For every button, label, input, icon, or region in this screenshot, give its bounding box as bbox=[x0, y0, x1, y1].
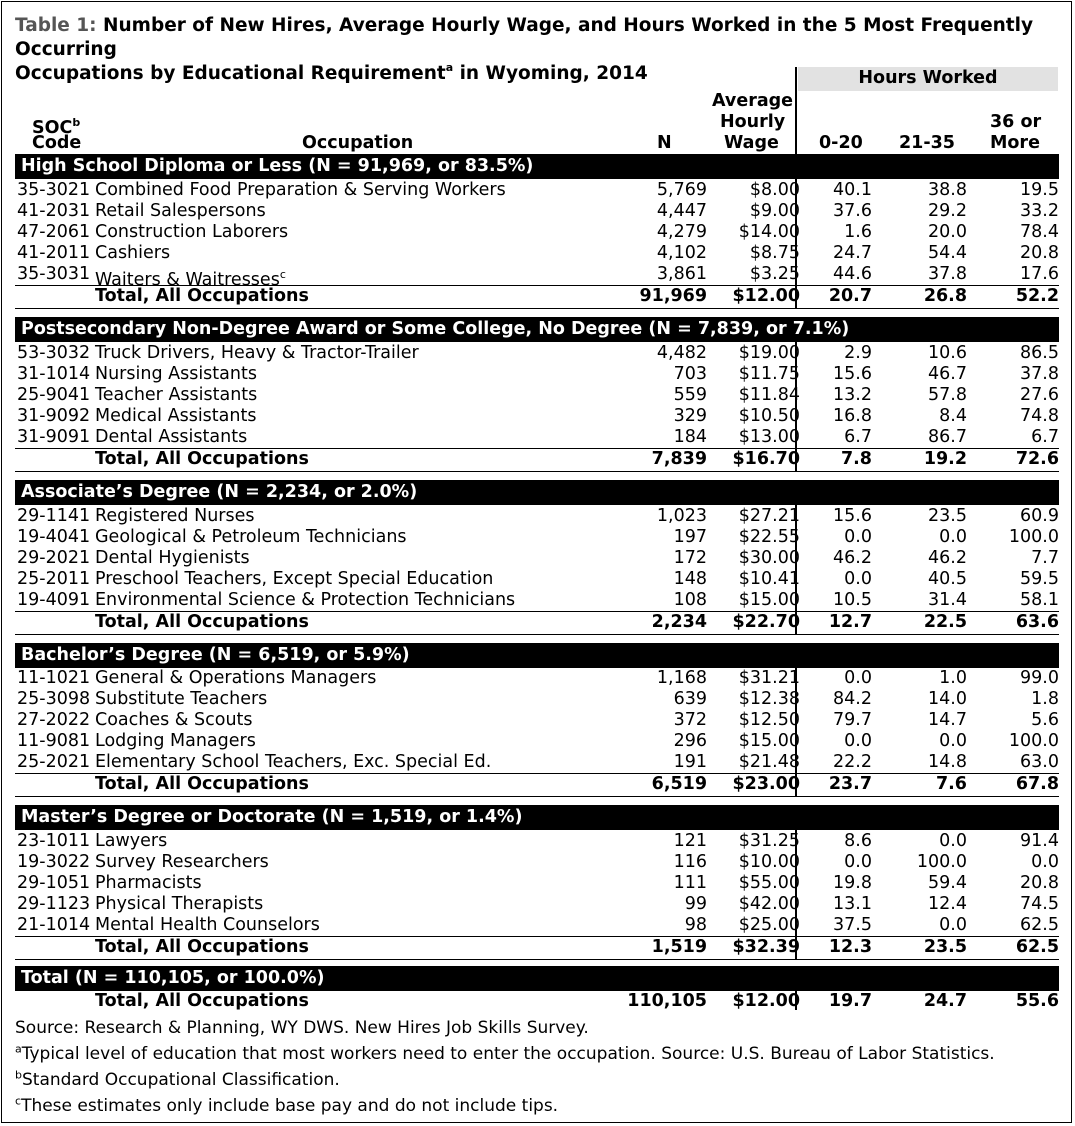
wage-value: $16.70 bbox=[732, 449, 800, 469]
table-row bbox=[15, 243, 1059, 264]
n-value: 98 bbox=[684, 915, 707, 935]
footnote-b-marker: b bbox=[72, 116, 81, 129]
n-value: 197 bbox=[673, 527, 707, 547]
wage-value: $10.41 bbox=[738, 569, 800, 589]
occupation-text: Waiters & Waitresses bbox=[95, 269, 280, 290]
hours-0-20-value: 20.7 bbox=[828, 286, 872, 306]
occupation: Combined Food Preparation & Serving Workers bbox=[95, 180, 506, 200]
table-title-line2b: in Wyoming, 2014 bbox=[459, 63, 648, 84]
table-row bbox=[15, 343, 1059, 364]
hours-36-more-value: 74.8 bbox=[1020, 406, 1059, 426]
hours-21-35-value: 14.0 bbox=[928, 689, 967, 709]
wage-value: $19.00 bbox=[738, 343, 800, 363]
hours-0-20-value: 19.8 bbox=[833, 873, 872, 893]
section-bar bbox=[15, 154, 1059, 179]
table-row bbox=[15, 569, 1059, 590]
occupation: Retail Salespersons bbox=[95, 201, 266, 221]
section-title: Bachelor’s Degree (N = 6,519, or 5.9%) bbox=[21, 645, 410, 665]
soc-code: 31-9092 bbox=[17, 406, 91, 426]
soc-header-label: SOC bbox=[32, 117, 73, 138]
occupation: Mental Health Counselors bbox=[95, 915, 320, 935]
soc-code: 31-1014 bbox=[17, 364, 91, 384]
hours-36-more-value: 7.7 bbox=[1031, 548, 1059, 568]
hours-21-35-value: 8.4 bbox=[939, 406, 967, 426]
hours-0-20-value: 44.6 bbox=[833, 264, 872, 284]
hours-21-35-value: 1.0 bbox=[939, 668, 967, 688]
hours-21-35-value: 19.2 bbox=[923, 449, 967, 469]
occupation: Nursing Assistants bbox=[95, 364, 257, 384]
n-value: 703 bbox=[673, 364, 707, 384]
table-row bbox=[15, 915, 1059, 936]
section-title: High School Diploma or Less (N = 91,969, or 83.5%) bbox=[21, 156, 534, 176]
section-rule bbox=[15, 471, 1059, 472]
n-header: N bbox=[657, 133, 672, 153]
occupation: Coaches & Scouts bbox=[95, 710, 253, 730]
hours-36-more-value: 62.5 bbox=[1015, 937, 1059, 957]
footnote-c bbox=[15, 1093, 1055, 1119]
n-value: 1,023 bbox=[656, 506, 707, 526]
soc-code: 31-9091 bbox=[17, 427, 91, 447]
table-title-lead: Table 1: bbox=[15, 15, 97, 36]
wage-value: $42.00 bbox=[738, 894, 800, 914]
hours-0-20-value: 23.7 bbox=[828, 774, 872, 794]
wage-value: $15.00 bbox=[738, 731, 800, 751]
hours-36-more-value: 19.5 bbox=[1020, 180, 1059, 200]
hours-21-35-value: 100.0 bbox=[916, 852, 967, 872]
occupation: Truck Drivers, Heavy & Tractor-Trailer bbox=[95, 343, 419, 363]
hours-36-more-value: 58.1 bbox=[1020, 590, 1059, 610]
hours-0-20-value: 1.6 bbox=[844, 222, 872, 242]
hours-36-more-header-line2: More bbox=[990, 133, 1040, 153]
table-row bbox=[15, 406, 1059, 427]
table-row bbox=[15, 548, 1059, 569]
hours-21-35-value: 29.2 bbox=[928, 201, 967, 221]
hours-21-35-value: 0.0 bbox=[939, 731, 967, 751]
soc-code: 25-2011 bbox=[17, 569, 91, 589]
table-row bbox=[15, 668, 1059, 689]
wage-value: $21.48 bbox=[738, 752, 800, 772]
section-title: Postsecondary Non-Degree Award or Some College, No Degree (N = 7,839, or 7.1%) bbox=[21, 319, 850, 339]
n-value: 3,861 bbox=[656, 264, 707, 284]
hours-36-more-value: 67.8 bbox=[1015, 774, 1059, 794]
hours-21-35-value: 31.4 bbox=[928, 590, 967, 610]
hours-21-35-value: 40.5 bbox=[928, 569, 967, 589]
wage-value: $22.55 bbox=[738, 527, 800, 547]
soc-code: 25-9041 bbox=[17, 385, 91, 405]
table-row bbox=[15, 385, 1059, 406]
hours-36-more-value: 74.5 bbox=[1020, 894, 1059, 914]
hours-36-more-value: 27.6 bbox=[1020, 385, 1059, 405]
n-value: 108 bbox=[673, 590, 707, 610]
soc-code: 25-3098 bbox=[17, 689, 91, 709]
n-value: 148 bbox=[673, 569, 707, 589]
occupation: Preschool Teachers, Except Special Education bbox=[95, 569, 494, 589]
table-row bbox=[15, 689, 1059, 710]
footnote-b-text: Standard Occupational Classification. bbox=[21, 1070, 340, 1090]
hours-worked-header: Hours Worked bbox=[858, 68, 998, 88]
section-bar bbox=[15, 805, 1059, 830]
table-row bbox=[15, 427, 1059, 448]
section-bar bbox=[15, 317, 1059, 342]
hours-21-35-value: 10.6 bbox=[928, 343, 967, 363]
occupation-header: Occupation bbox=[302, 133, 414, 153]
wage-value: $27.21 bbox=[738, 506, 800, 526]
hours-0-20-value: 46.2 bbox=[833, 548, 872, 568]
occupation: Medical Assistants bbox=[95, 406, 257, 426]
wage-value: $12.50 bbox=[738, 710, 800, 730]
table-row bbox=[15, 831, 1059, 852]
total-row bbox=[15, 936, 1059, 958]
occupation: Registered Nurses bbox=[95, 506, 255, 526]
wage-header-line2: Hourly bbox=[720, 112, 786, 132]
table-row bbox=[15, 222, 1059, 243]
n-value: 111 bbox=[673, 873, 707, 893]
grand-total-row bbox=[15, 991, 1059, 1012]
hours-36-more-value: 100.0 bbox=[1008, 731, 1059, 751]
hours-36-more-value: 6.7 bbox=[1031, 427, 1059, 447]
hours-0-20-value: 10.5 bbox=[833, 590, 872, 610]
hours-21-35-value: 26.8 bbox=[923, 286, 967, 306]
hours-21-35-value: 20.0 bbox=[928, 222, 967, 242]
hours-36-more-value: 0.0 bbox=[1031, 852, 1059, 872]
soc-code: 35-3031 bbox=[17, 264, 91, 284]
wage-value: $31.25 bbox=[738, 831, 800, 851]
section-bar bbox=[15, 643, 1059, 668]
hours-0-20-value: 6.7 bbox=[844, 427, 872, 447]
soc-code: 19-4041 bbox=[17, 527, 91, 547]
soc-code: 25-2021 bbox=[17, 752, 91, 772]
footnote-a-text: Typical level of education that most workers need to enter the occupation. Source: U.S. Bureau of Labor Statistics. bbox=[21, 1044, 995, 1064]
occupation: Cashiers bbox=[95, 243, 171, 263]
hours-36-more-value: 33.2 bbox=[1020, 201, 1059, 221]
table-row bbox=[15, 852, 1059, 873]
hours-36-more-value: 62.5 bbox=[1020, 915, 1059, 935]
hours-21-35-value: 0.0 bbox=[939, 527, 967, 547]
hours-36-more-value: 78.4 bbox=[1020, 222, 1059, 242]
hours-36-more-value: 59.5 bbox=[1020, 569, 1059, 589]
hours-36-more-value: 100.0 bbox=[1008, 527, 1059, 547]
table-row bbox=[15, 527, 1059, 548]
total-row bbox=[15, 773, 1059, 795]
footnote-c-mark: c bbox=[15, 1094, 22, 1108]
n-value: 91,969 bbox=[639, 286, 707, 306]
soc-code: 29-1141 bbox=[17, 506, 91, 526]
wage-value: $11.84 bbox=[738, 385, 800, 405]
section-title: Associate’s Degree (N = 2,234, or 2.0%) bbox=[21, 482, 418, 502]
hours-21-35-value: 38.8 bbox=[928, 180, 967, 200]
hours-21-35-value: 23.5 bbox=[923, 937, 967, 957]
hours-0-20-value: 0.0 bbox=[844, 569, 872, 589]
hours-0-20-value: 16.8 bbox=[833, 406, 872, 426]
footnote-b-mark: b bbox=[15, 1068, 22, 1082]
section-rule bbox=[15, 308, 1059, 309]
hours-36-more-value: 63.6 bbox=[1015, 612, 1059, 632]
total-row bbox=[15, 285, 1059, 307]
total-label: Total, All Occupations bbox=[95, 612, 309, 632]
hours-36-more-value: 86.5 bbox=[1020, 343, 1059, 363]
n-value: 99 bbox=[684, 894, 707, 914]
occupation: Environmental Science & Protection Technicians bbox=[95, 590, 516, 610]
hours-36-more-value: 52.2 bbox=[1015, 286, 1059, 306]
total-label: Total, All Occupations bbox=[95, 937, 309, 957]
n-value: 121 bbox=[673, 831, 707, 851]
n-value: 110,105 bbox=[627, 991, 707, 1011]
table-row bbox=[15, 894, 1059, 915]
occupation: Dental Hygienists bbox=[95, 548, 250, 568]
grand-total-bar bbox=[15, 966, 1059, 991]
soc-code: 19-4091 bbox=[17, 590, 91, 610]
total-label: Total, All Occupations bbox=[95, 449, 309, 469]
soc-code: 11-9081 bbox=[17, 731, 91, 751]
n-value: 639 bbox=[673, 689, 707, 709]
n-value: 559 bbox=[673, 385, 707, 405]
wage-value: $30.00 bbox=[738, 548, 800, 568]
table-row bbox=[15, 201, 1059, 222]
section-rule bbox=[15, 959, 1059, 960]
table-row bbox=[15, 731, 1059, 752]
hours-36-more-value: 37.8 bbox=[1020, 364, 1059, 384]
hours-0-20-value: 0.0 bbox=[844, 852, 872, 872]
occupation: Elementary School Teachers, Exc. Special Ed. bbox=[95, 752, 492, 772]
n-value: 4,447 bbox=[656, 201, 707, 221]
hours-21-35-value: 14.7 bbox=[928, 710, 967, 730]
grand-total-title: Total (N = 110,105, or 100.0%) bbox=[21, 968, 325, 988]
hours-0-20-value: 37.6 bbox=[833, 201, 872, 221]
wage-value: $10.50 bbox=[738, 406, 800, 426]
n-value: 1,519 bbox=[651, 937, 707, 957]
soc-code: 23-1011 bbox=[17, 831, 91, 851]
wage-header-line3: Wage bbox=[724, 133, 779, 153]
occupation: Lodging Managers bbox=[95, 731, 256, 751]
hours-0-20-value: 2.9 bbox=[844, 343, 872, 363]
occupation: Physical Therapists bbox=[95, 894, 264, 914]
footnote-a bbox=[15, 1041, 1055, 1067]
total-row bbox=[15, 611, 1059, 633]
hours-36-more-value: 20.8 bbox=[1020, 243, 1059, 263]
wage-value: $8.00 bbox=[749, 180, 800, 200]
hours-0-20-value: 22.2 bbox=[833, 752, 872, 772]
hours-21-35-value: 59.4 bbox=[928, 873, 967, 893]
wage-value: $23.00 bbox=[732, 774, 800, 794]
wage-value: $13.00 bbox=[738, 427, 800, 447]
soc-code: 19-3022 bbox=[17, 852, 91, 872]
hours-21-35-value: 54.4 bbox=[928, 243, 967, 263]
table-row bbox=[15, 873, 1059, 894]
occupation: Substitute Teachers bbox=[95, 689, 268, 709]
hours-36-more-value: 63.0 bbox=[1020, 752, 1059, 772]
footnote-c-text: These estimates only include base pay and do not include tips. bbox=[21, 1096, 559, 1116]
hours-21-35-value: 46.7 bbox=[928, 364, 967, 384]
hours-36-more-value: 60.9 bbox=[1020, 506, 1059, 526]
n-value: 2,234 bbox=[651, 612, 707, 632]
hours-0-20-value: 37.5 bbox=[833, 915, 872, 935]
soc-code: 29-2021 bbox=[17, 548, 91, 568]
wage-value: $15.00 bbox=[738, 590, 800, 610]
soc-code: 53-3032 bbox=[17, 343, 91, 363]
occupation: Pharmacists bbox=[95, 873, 202, 893]
n-value: 7,839 bbox=[651, 449, 707, 469]
n-value: 191 bbox=[673, 752, 707, 772]
wage-value: $14.00 bbox=[738, 222, 800, 242]
soc-code: 41-2031 bbox=[17, 201, 91, 221]
occupation: Dental Assistants bbox=[95, 427, 248, 447]
hours-36-more-header-line1: 36 or bbox=[990, 112, 1042, 132]
hours-21-35-value: 86.7 bbox=[928, 427, 967, 447]
hours-0-20-value: 12.7 bbox=[828, 612, 872, 632]
total-label: Total, All Occupations bbox=[95, 286, 309, 306]
hours-36-more-value: 5.6 bbox=[1031, 710, 1059, 730]
table-row bbox=[15, 180, 1059, 201]
footnote-a-marker: a bbox=[445, 60, 454, 74]
soc-code: 47-2061 bbox=[17, 222, 91, 242]
hours-0-20-value: 8.6 bbox=[844, 831, 872, 851]
hours-0-20-value: 79.7 bbox=[833, 710, 872, 730]
n-value: 172 bbox=[673, 548, 707, 568]
footnote-c-marker: c bbox=[279, 268, 286, 281]
table-row bbox=[15, 710, 1059, 731]
wage-value: $12.38 bbox=[738, 689, 800, 709]
wage-header-line1: Average bbox=[712, 91, 794, 111]
wage-value: $12.00 bbox=[732, 991, 800, 1011]
table-title-line1: Number of New Hires, Average Hourly Wage, and Hours Worked in the 5 Most Frequently Occurring bbox=[15, 15, 1034, 60]
hours-21-35-value: 23.5 bbox=[928, 506, 967, 526]
n-value: 6,519 bbox=[651, 774, 707, 794]
hours-21-35-value: 0.0 bbox=[939, 915, 967, 935]
soc-code: 29-1051 bbox=[17, 873, 91, 893]
table-row bbox=[15, 590, 1059, 611]
n-value: 5,769 bbox=[656, 180, 707, 200]
hours-36-more-value: 91.4 bbox=[1020, 831, 1059, 851]
hours-21-35-value: 12.4 bbox=[928, 894, 967, 914]
table-row bbox=[15, 506, 1059, 527]
hours-0-20-value: 84.2 bbox=[833, 689, 872, 709]
wage-value: $8.75 bbox=[749, 243, 800, 263]
source-note: Source: Research & Planning, WY DWS. New Hires Job Skills Survey. bbox=[15, 1018, 589, 1038]
occupation: Survey Researchers bbox=[95, 852, 269, 872]
n-value: 4,279 bbox=[656, 222, 707, 242]
soc-code: 41-2011 bbox=[17, 243, 91, 263]
n-value: 329 bbox=[673, 406, 707, 426]
occupation: Geological & Petroleum Technicians bbox=[95, 527, 407, 547]
wage-value: $10.00 bbox=[738, 852, 800, 872]
hours-21-35-value: 57.8 bbox=[928, 385, 967, 405]
hours-21-35-value: 7.6 bbox=[935, 774, 967, 794]
hours-21-35-value: 37.8 bbox=[928, 264, 967, 284]
n-value: 1,168 bbox=[656, 668, 707, 688]
n-value: 116 bbox=[673, 852, 707, 872]
table-frame bbox=[1, 1, 1072, 1123]
hours-36-more-value: 1.8 bbox=[1031, 689, 1059, 709]
table-row bbox=[15, 752, 1059, 773]
occupation: Teacher Assistants bbox=[95, 385, 258, 405]
occupation: Construction Laborers bbox=[95, 222, 289, 242]
n-value: 4,482 bbox=[656, 343, 707, 363]
soc-code: 27-2022 bbox=[17, 710, 91, 730]
section-rule bbox=[15, 796, 1059, 797]
hours-21-35-value: 14.8 bbox=[928, 752, 967, 772]
hours-21-35-value: 46.2 bbox=[928, 548, 967, 568]
wage-value: $3.25 bbox=[749, 264, 800, 284]
hours-36-more-value: 20.8 bbox=[1020, 873, 1059, 893]
wage-value: $12.00 bbox=[732, 286, 800, 306]
hours-21-35-value: 24.7 bbox=[923, 991, 967, 1011]
hours-0-20-value: 7.8 bbox=[840, 449, 872, 469]
hours-0-20-value: 19.7 bbox=[828, 991, 872, 1011]
wage-value: $11.75 bbox=[738, 364, 800, 384]
hours-0-20-value: 0.0 bbox=[844, 527, 872, 547]
footnote-a-mark: a bbox=[15, 1042, 22, 1056]
hours-21-35-value: 22.5 bbox=[923, 612, 967, 632]
hours-21-35-header: 21-35 bbox=[899, 133, 955, 153]
soc-code: 21-1014 bbox=[17, 915, 91, 935]
hours-0-20-value: 0.0 bbox=[844, 731, 872, 751]
section-rule bbox=[15, 634, 1059, 635]
total-label: Total, All Occupations bbox=[95, 774, 309, 794]
code-header: Code bbox=[32, 133, 82, 153]
soc-code: 29-1123 bbox=[17, 894, 91, 914]
wage-value: $32.39 bbox=[732, 937, 800, 957]
n-value: 4,102 bbox=[656, 243, 707, 263]
wage-value: $22.70 bbox=[732, 612, 800, 632]
wage-value: $25.00 bbox=[738, 915, 800, 935]
hours-0-20-value: 12.3 bbox=[828, 937, 872, 957]
table-title-line2a: Occupations by Educational Requirement bbox=[15, 63, 446, 84]
total-row bbox=[15, 448, 1059, 470]
hours-0-20-value: 0.0 bbox=[844, 668, 872, 688]
hours-0-20-header: 0-20 bbox=[819, 133, 863, 153]
wage-value: $55.00 bbox=[738, 873, 800, 893]
table-row bbox=[15, 264, 1059, 290]
hours-36-more-value: 99.0 bbox=[1020, 668, 1059, 688]
soc-code: 35-3021 bbox=[17, 180, 91, 200]
section-bar bbox=[15, 480, 1059, 505]
hours-0-20-value: 40.1 bbox=[833, 180, 872, 200]
hours-36-more-value: 55.6 bbox=[1015, 991, 1059, 1011]
wage-value: $31.21 bbox=[738, 668, 800, 688]
section-title: Master’s Degree or Doctorate (N = 1,519, or 1.4%) bbox=[21, 807, 523, 827]
n-value: 184 bbox=[673, 427, 707, 447]
total-label: Total, All Occupations bbox=[95, 991, 309, 1011]
hours-36-more-value: 72.6 bbox=[1015, 449, 1059, 469]
occupation: General & Operations Managers bbox=[95, 668, 377, 688]
n-value: 296 bbox=[673, 731, 707, 751]
hours-36-more-value: 17.6 bbox=[1020, 264, 1059, 284]
hours-0-20-value: 15.6 bbox=[833, 364, 872, 384]
occupation: Lawyers bbox=[95, 831, 168, 851]
soc-code: 11-1021 bbox=[17, 668, 91, 688]
hours-0-20-value: 24.7 bbox=[833, 243, 872, 263]
n-value: 372 bbox=[673, 710, 707, 730]
hours-0-20-value: 15.6 bbox=[833, 506, 872, 526]
table-row bbox=[15, 364, 1059, 385]
footer-notes bbox=[15, 1015, 1055, 1119]
footnote-b bbox=[15, 1067, 1055, 1093]
hours-0-20-value: 13.1 bbox=[833, 894, 872, 914]
wage-value: $9.00 bbox=[749, 201, 800, 221]
hours-21-35-value: 0.0 bbox=[939, 831, 967, 851]
hours-0-20-value: 13.2 bbox=[833, 385, 872, 405]
